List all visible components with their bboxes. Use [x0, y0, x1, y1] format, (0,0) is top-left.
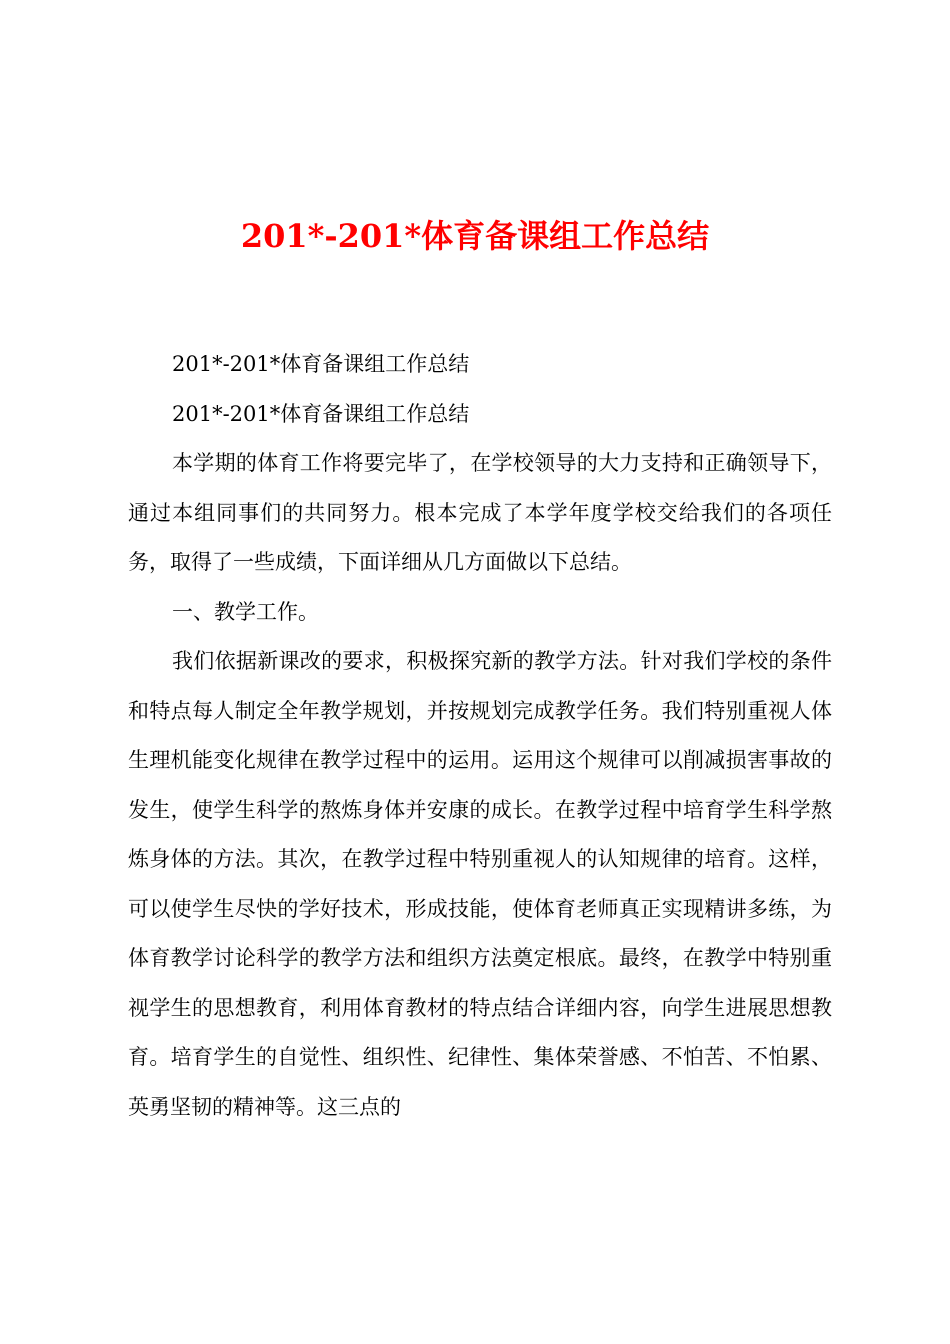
document-title: 201*-201*体育备课组工作总结	[240, 217, 710, 255]
body-paragraph: 本学期的体育工作将要完毕了，在学校领导的大力支持和正确领导下，通过本组同事们的共同努力。根本完成了本学年度学校交给我们的各项任务，取得了一些成绩，下面详细从几方面做以下总结。	[128, 451, 832, 574]
section-heading: 一、教学工作。	[172, 599, 319, 624]
body-paragraph: 我们依据新课改的要求，积极探究新的教学方法。针对我们学校的条件和特点每人制定全年教学规划，并按规划完成教学任务。我们特别重视人体生理机能变化规律在教学过程中的运用。运用这个规律可以削减损害事故的发生，使学生科学的熬炼身体并安康的成长。在教学过程中培育学生科学熬炼身体的方法。其次，在教学过程中特别重视人的认知规律的培育。这样，可以使学生尽快的学好技术，形成技能，使体育老师真正实现精讲多练，为体育教学讨论科学的教学方法和组织方法奠定根底。最终，在教学中特别重视学生的思想教育，利用体育教材的特点结合详细内容，向学生进展思想教育。培育学生的自觉性、组织性、纪律性、集体荣誉感、不怕苦、不怕累、英勇坚韧的精神等。这三点的	[128, 649, 832, 1119]
document-body	[128, 340, 832, 1132]
body-paragraph: 201*-201*体育备课组工作总结	[172, 352, 470, 376]
body-paragraph: 201*-201*体育备课组工作总结	[172, 401, 470, 426]
